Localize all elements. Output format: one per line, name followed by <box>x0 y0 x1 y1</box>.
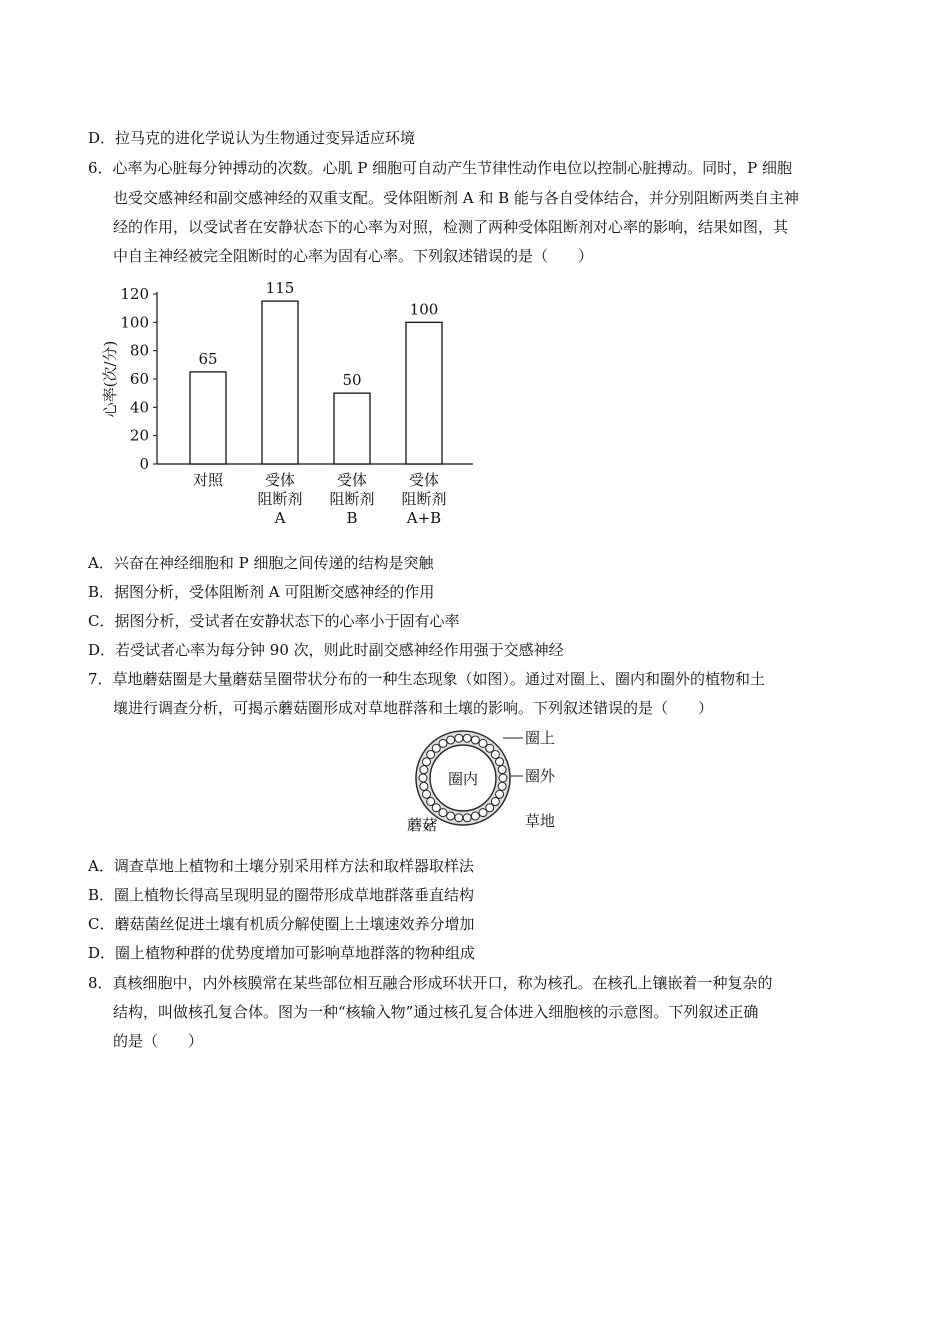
category-label: 阻断剂 <box>257 490 303 508</box>
q7-option-b: B．圈上植物长得高呈现明显的圈带形成草地群落垂直结构 <box>88 886 475 904</box>
mushroom-dot <box>420 766 428 774</box>
mushroom-dot <box>479 809 487 817</box>
q7-option-a: A．调查草地上植物和土壤分别采用样方法和取样器取样法 <box>88 857 474 875</box>
label-mushroom: 蘑菇 <box>407 816 438 834</box>
y-tick-label: 60 <box>129 370 149 388</box>
q8-stem-line-3: 的是（ ） <box>113 1032 204 1050</box>
y-tick-label: 40 <box>129 398 149 417</box>
q5-option-d: D．拉马克的进化学说认为生物通过变异适应环境 <box>88 129 416 147</box>
y-tick-label: 100 <box>120 313 149 332</box>
q8-stem-line-2: 结构，叫做核孔复合体。图为一种“核输入物”通过核孔复合体进入细胞核的示意图。下列叙述正确 <box>113 1003 759 1021</box>
category-label: 对照 <box>192 471 224 489</box>
mushroom-dot <box>447 736 455 744</box>
mushroom-dot <box>471 736 479 744</box>
q7-stem-line-1: 7．草地蘑菇圈是大量蘑菇呈圈带状分布的一种生态现象（如图）。通过对圈上、圈内和圈外的植物和土 <box>88 670 766 688</box>
heart-rate-bar-chart <box>95 272 495 534</box>
category-label: A <box>274 509 286 527</box>
q6-option-c: C．据图分析，受试者在安静状态下的心率小于固有心率 <box>88 612 460 630</box>
mushroom-dot <box>463 814 471 822</box>
q6-option-d: D．若受试者心率为每分钟 90 次，则此时副交感神经作用强于交感神经 <box>88 641 564 659</box>
q6-option-a: A．兴奋在神经细胞和 P 细胞之间传递的结构是突触 <box>88 554 434 572</box>
q6-stem-line-2: 也受交感神经和副交感神经的双重支配。受体阻断剂 A 和 B 能与各自受体结合，并分别阻断两类自主神 <box>113 189 799 207</box>
mushroom-dot <box>439 739 447 747</box>
data-label-3: 50 <box>342 371 362 390</box>
q7-option-d: D．圈上植物种群的优势度增加可影响草地群落的物种组成 <box>88 944 476 962</box>
category-label: B <box>346 509 358 527</box>
mushroom-dot <box>427 798 435 806</box>
mushroom-dot <box>447 812 455 820</box>
mushroom-dot <box>422 758 430 766</box>
data-label-4: 100 <box>409 300 439 319</box>
y-tick-label: 0 <box>139 455 149 473</box>
bar-2 <box>262 301 298 464</box>
mushroom-dot <box>498 782 506 790</box>
mushroom-dot <box>499 774 507 782</box>
category-label: 阻断剂 <box>329 490 375 508</box>
mushroom-dot <box>491 750 499 758</box>
category-label: 阻断剂 <box>401 490 447 508</box>
bar-1 <box>190 372 226 464</box>
y-tick-label: 120 <box>120 285 149 303</box>
mushroom-dot <box>463 734 471 742</box>
mushroom-dot <box>496 758 504 766</box>
mushroom-dot <box>420 782 428 790</box>
label-inside: 圈内 <box>447 770 479 788</box>
label-on-ring: 圈上 <box>525 729 556 747</box>
mushroom-dot <box>496 790 504 798</box>
data-label-1: 65 <box>198 349 218 368</box>
y-tick-label: 20 <box>129 426 149 445</box>
q7-option-c: C．蘑菇菌丝促进土壤有机质分解使圈上土壤速效养分增加 <box>88 915 475 933</box>
category-label: 受体 <box>264 471 296 489</box>
category-label: 受体 <box>336 471 368 489</box>
q6-stem-line-1: 6．心率为心脏每分钟搏动的次数。心肌 P 细胞可自动产生节律性动作电位以控制心脏搏动。同时，P 细胞 <box>88 159 793 177</box>
data-label-2: 115 <box>265 279 295 298</box>
label-grass: 草地 <box>525 812 556 830</box>
mushroom-dot <box>419 774 427 782</box>
q7-stem-line-2: 壤进行调查分析，可揭示蘑菇圈形成对草地群落和土壤的影响。下列叙述错误的是（ ） <box>113 699 714 717</box>
mushroom-dot <box>455 734 463 742</box>
y-axis-label: 心率(次/分) <box>101 340 119 418</box>
mushroom-dot <box>455 814 463 822</box>
y-tick-label: 80 <box>129 341 149 360</box>
bar-4 <box>406 322 442 464</box>
q6-stem-line-3: 经的作用，以受试者在安静状态下的心率为对照，检测了两种受体阻断剂对心率的影响，结果如图，其 <box>113 218 789 236</box>
label-outside: 圈外 <box>525 767 556 785</box>
q8-stem-line-1: 8．真核细胞中，内外核膜常在某些部位相互融合形成环状开口，称为核孔。在核孔上镶嵌着一种复杂的 <box>88 974 773 992</box>
category-label: 受体 <box>408 471 440 489</box>
mushroom-dot <box>498 766 506 774</box>
mushroom-dot <box>471 812 479 820</box>
q6-stem-line-4: 中自主神经被完全阻断时的心率为固有心率。下列叙述错误的是（ ） <box>113 247 594 265</box>
mushroom-dot <box>422 790 430 798</box>
category-label: A+B <box>406 509 442 527</box>
bar-3 <box>334 393 370 464</box>
q6-option-b: B．据图分析，受体阻断剂 A 可阻断交感神经的作用 <box>88 583 435 601</box>
mushroom-ring-figure <box>395 722 575 840</box>
